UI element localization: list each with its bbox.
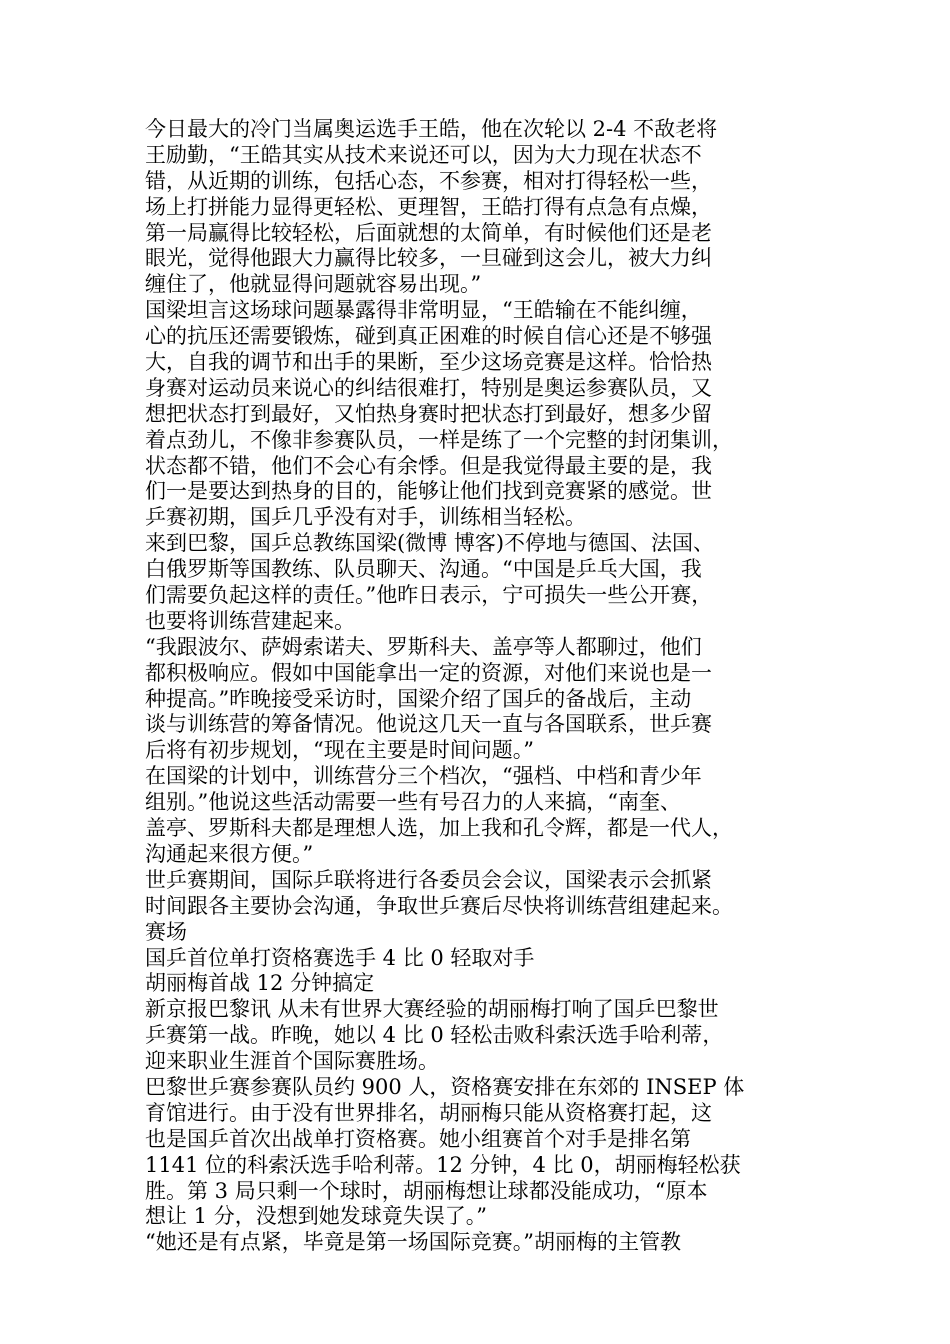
text-line: “她还是有点紧，毕竟是第一场国际竞赛。”胡丽梅的主管教 (145, 1230, 681, 1255)
text-line: 新京报巴黎讯 从未有世界大赛经验的胡丽梅打响了国乒巴黎世 (145, 997, 719, 1022)
text-line: 在国梁的计划中，训练营分三个档次，“强档、中档和青少年 (145, 764, 702, 789)
text-line: 赛场 (145, 919, 187, 944)
text-line: 后将有初步规划，“现在主要是时间问题。” (145, 738, 534, 763)
text-line: 都积极响应。假如中国能拿出一定的资源，对他们来说也是一 (145, 660, 712, 685)
document-body (145, 117, 817, 1256)
text-line: 第一局赢得比较轻松，后面就想的太简单，有时候他们还是老 (145, 220, 712, 245)
text-line: 国乒首位单打资格赛选手 4 比 0 轻取对手 (145, 945, 535, 970)
text-line: “我跟波尔、萨姆索诺夫、罗斯科夫、盖亭等人都聊过，他们 (145, 634, 702, 659)
text-line: 盖亭、罗斯科夫都是理想人选，加上我和孔令辉，都是一代人， (145, 816, 733, 841)
text-line: 眼光，觉得他跟大力赢得比较多，一旦碰到这会儿，被大力纠 (145, 246, 712, 271)
text-line: 种提高。”昨晚接受采访时，国梁介绍了国乒的备战后，主动 (145, 686, 692, 711)
text-line: 状态都不错，他们不会心有余悸。但是我觉得最主要的是，我 (145, 453, 712, 478)
text-line: 们一是要达到热身的目的，能够让他们找到竞赛紧的感觉。世 (145, 479, 712, 504)
text-line: 心的抗压还需要锻炼，碰到真正困难的时候自信心还是不够强 (145, 324, 712, 349)
text-line: 们需要负起这样的责任。”他昨日表示，宁可损失一些公开赛， (145, 583, 713, 608)
text-line: 也要将训练营建起来。 (145, 608, 355, 633)
text-line: 沟通起来很方便。” (145, 841, 314, 866)
text-line: 迎来职业生涯首个国际赛胜场。 (145, 1049, 439, 1074)
text-line: 巴黎世乒赛参赛队员约 900 人，资格赛安排在东郊的 INSEP 体 (145, 1074, 745, 1099)
text-line: 白俄罗斯等国教练、队员聊天、沟通。“中国是乒乓大国，我 (145, 557, 702, 582)
text-line: 乒赛第一战。昨晚，她以 4 比 0 轻松击败科索沃选手哈利蒂， (145, 1023, 724, 1048)
text-line: 想把状态打到最好，又怕热身赛时把状态打到最好，想多少留 (145, 401, 712, 426)
text-line: 乒赛初期，国乒几乎没有对手，训练相当轻松。 (145, 505, 586, 530)
text-line: 来到巴黎，国乒总教练国梁(微博 博客)不停地与德国、法国、 (145, 531, 715, 556)
text-line: 时间跟各主要协会沟通，争取世乒赛后尽快将训练营组建起来。 (145, 893, 733, 918)
text-line: 胜。第 3 局只剩一个球时，胡丽梅想让球都没能成功，“原本 (145, 1178, 708, 1203)
text-line: 场上打拼能力显得更轻松、更理智，王皓打得有点急有点燥， (145, 194, 712, 219)
text-line: 也是国乒首次出战单打资格赛。她小组赛首个对手是排名第 (145, 1126, 691, 1151)
text-line: 国梁坦言这场球问题暴露得非常明显，“王皓输在不能纠缠， (145, 298, 702, 323)
text-line: 王励勤，“王皓其实从技术来说还可以，因为大力现在状态不 (145, 142, 702, 167)
text-line: 育馆进行。由于没有世界排名，胡丽梅只能从资格赛打起，这 (145, 1100, 712, 1125)
text-line: 今日最大的冷门当属奥运选手王皓，他在次轮以 2-4 不敌老将 (145, 117, 718, 141)
text-line: 想让 1 分，没想到她发球竟失误了。” (145, 1204, 487, 1229)
text-line: 胡丽梅首战 12 分钟搞定 (145, 971, 375, 996)
text-line: 谈与训练营的筹备情况。他说这几天一直与各国联系，世乒赛 (145, 712, 712, 737)
text-line: 错，从近期的训练，包括心态，不参赛，相对打得轻松一些， (145, 168, 712, 193)
text-line: 缠住了，他就显得问题就容易出现。” (145, 272, 482, 297)
text-line: 世乒赛期间，国际乒联将进行各委员会会议，国梁表示会抓紧 (145, 867, 712, 892)
text-line: 着点劲儿，不像非参赛队员，一样是练了一个完整的封闭集训， (145, 427, 733, 452)
text-line: 组别。”他说这些活动需要一些有号召力的人来搞，“南奎、 (145, 790, 681, 815)
text-line: 大，自我的调节和出手的果断，至少这场竞赛是这样。恰恰热 (145, 350, 712, 375)
text-line: 身赛对运动员来说心的纠结很难打，特别是奥运参赛队员，又 (145, 375, 712, 400)
text-line: 1141 位的科索沃选手哈利蒂。12 分钟，4 比 0，胡丽梅轻松获 (145, 1152, 741, 1177)
